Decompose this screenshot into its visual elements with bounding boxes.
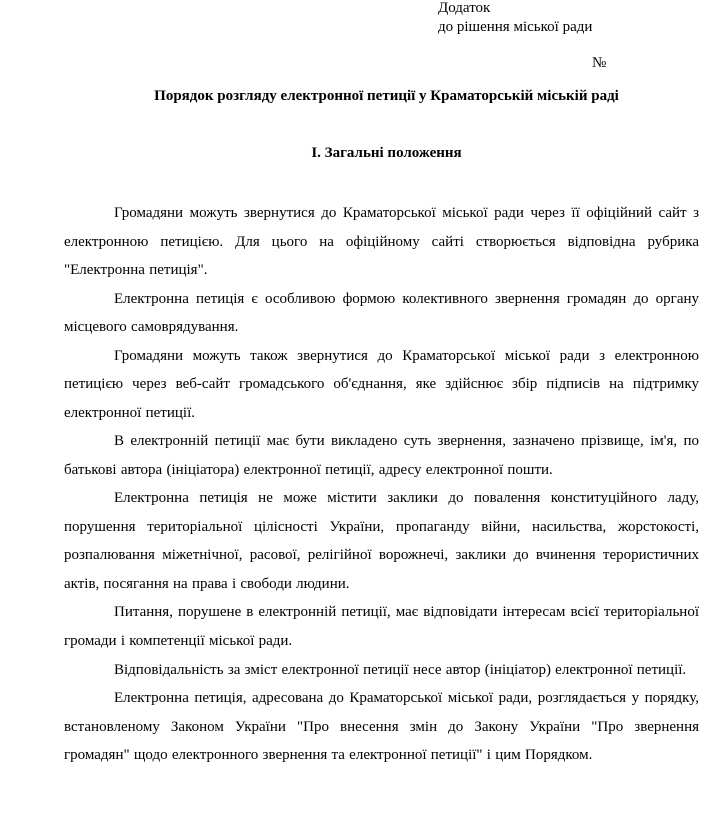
paragraph: Громадяни можуть також звернутися до Краматорської міської ради з електронною петицією через веб-сайт громадського об'єднання, яке здійснює збір підписів на підтримку електронної петиції. xyxy=(64,347,699,421)
appendix-block xyxy=(438,0,592,37)
paragraph: Електронна петиція не може містити заклики до повалення конституційного ладу, порушення територіальної цілісності України, пропаганду війни, насильства, жорстокості, розпалювання міжетнічної, расової, релігійної ворожнечі, заклики до вчинення терористичних актів, посягання на права і свободи людини. xyxy=(64,490,699,592)
paragraph: В електронній петиції має бути викладено суть звернення, зазначено прізвище, ім'я, по батькові автора (ініціатора) електронної петиції, адресу електронної пошти. xyxy=(64,433,699,478)
paragraph: Електронна петиція є особливою формою колективного звернення громадян до органу місцевого самоврядування. xyxy=(64,290,699,336)
appendix-label: Додаток xyxy=(438,0,491,16)
paragraph: Електронна петиція, адресована до Краматорської міської ради, розглядається у порядку, встановленому Законом України "Про внесення змін до Закону України "Про звернення громадян" щодо електронного звернення та електронної петиції" і цим Порядком. xyxy=(64,690,699,764)
paragraph: Відповідальність за зміст електронної петиції несе автор (ініціатор) електронної петиції. xyxy=(114,661,687,678)
document-number: № xyxy=(592,55,607,71)
section-body xyxy=(64,199,699,770)
appendix-reference: до рішення міської ради xyxy=(438,19,593,35)
paragraph: Питання, порушене в електронній петиції, має відповідати інтересам всієї територіальної громади і компетенції міської ради. xyxy=(64,604,699,649)
section-heading: І. Загальні положення xyxy=(311,145,462,161)
document-title: Порядок розгляду електронної петиції у Краматорській міській раді xyxy=(154,88,619,104)
paragraph: Громадяни можуть звернутися до Краматорської міської ради через її офіційний сайт з електронною петицією. Для цього на офіційному сайті створюється відповідна рубрика "Електронна петиція". xyxy=(64,205,699,278)
